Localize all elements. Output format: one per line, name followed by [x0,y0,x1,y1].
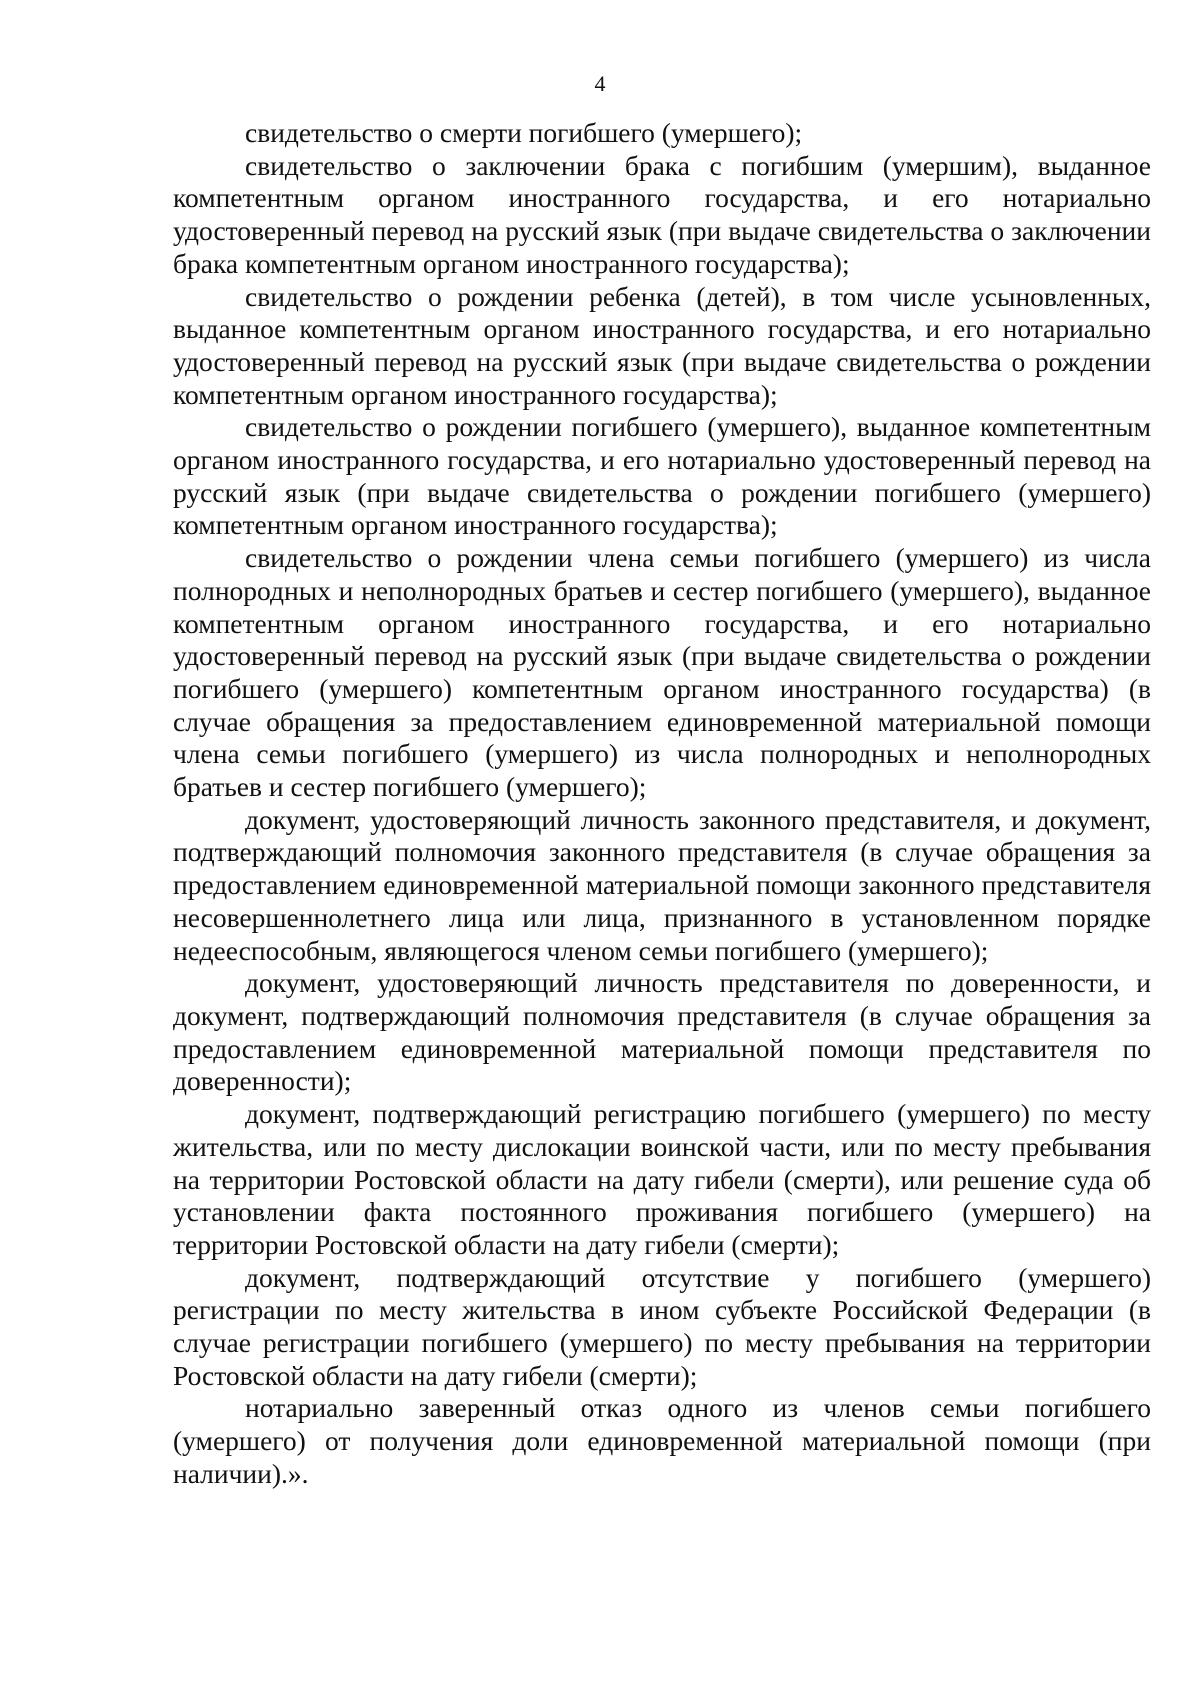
paragraph-death-certificate: свидетельство о смерти погибшего (умершего); [245,117,803,148]
paragraph-legal-representative-documents: документ, удостоверяющий личность законного представителя, и документ, подтверждающий полномочия законного представителя (в случае обращения за предоставлением единовременной материальной помощи законного представителя несовершеннолетнего лица или лица, признанного в установленном порядке недееспособным, являющегося членом семьи погибшего (умершего); [173,803,1151,966]
paragraph-sibling-birth-certificate: свидетельство о рождении члена семьи погибшего (умершего) из числа полнородных и неполнородных братьев и сестер погибшего (умершего), выданное компетентным органом иностранного государства, и его нотариально удостоверенный перевод на русский язык (при выдаче свидетельства о рождении погибшего (умершего) компетентным органом иностранного государства) (в случае обращения за предоставлением единовременной материальной помощи члена семьи погибшего (умершего) из числа полнородных и неполнородных братьев и сестер погибшего (умершего); [173,542,1151,803]
document-body [173,117,1151,1491]
page-number: 4 [594,71,606,96]
paragraph-marriage-certificate: свидетельство о заключении брака с погибшим (умершим), выданное компетентным органом иностранного государства, и его нотариально удостоверенный перевод на русский язык (при выдаче свидетельства о заключении брака компетентным органом иностранного государства); [173,149,1151,279]
paragraph-deceased-birth-certificate: свидетельство о рождении погибшего (умершего), выданное компетентным органом иностранного государства, и его нотариально удостоверенный перевод на русский язык (при выдаче свидетельства о рождении погибшего (умершего) компетентным органом иностранного государства); [173,411,1151,541]
paragraph-registration-document: документ, подтверждающий регистрацию погибшего (умершего) по месту жительства, или по месту дислокации воинской части, или по месту пребывания на территории Ростовской области на дату гибели (смерти), или решение суда об установлении факта постоянного проживания погибшего (умершего) на территории Ростовской области на дату гибели (смерти); [173,1098,1151,1260]
paragraph-no-registration-document: документ, подтверждающий отсутствие у погибшего (умершего) регистрации по месту жительства в ином субъекте Российской Федерации (в случае регистрации погибшего (умершего) по месту пребывания на территории Ростовской области на дату гибели (смерти); [173,1261,1151,1391]
paragraph-child-birth-certificate: свидетельство о рождении ребенка (детей), в том числе усыновленных, выданное компетентным органом иностранного государства, и его нотариально удостоверенный перевод на русский язык (при выдаче свидетельства о рождении компетентным органом иностранного государства); [173,280,1151,410]
paragraph-proxy-representative-documents: документ, удостоверяющий личность представителя по доверенности, и документ, подтверждающий полномочия представителя (в случае обращения за предоставлением единовременной материальной помощи представителя по доверенности); [173,967,1151,1097]
paragraph-notarized-refusal: нотариально заверенный отказ одного из членов семьи погибшего (умершего) от получения доли единовременной материальной помощи (при наличии).». [173,1392,1151,1489]
